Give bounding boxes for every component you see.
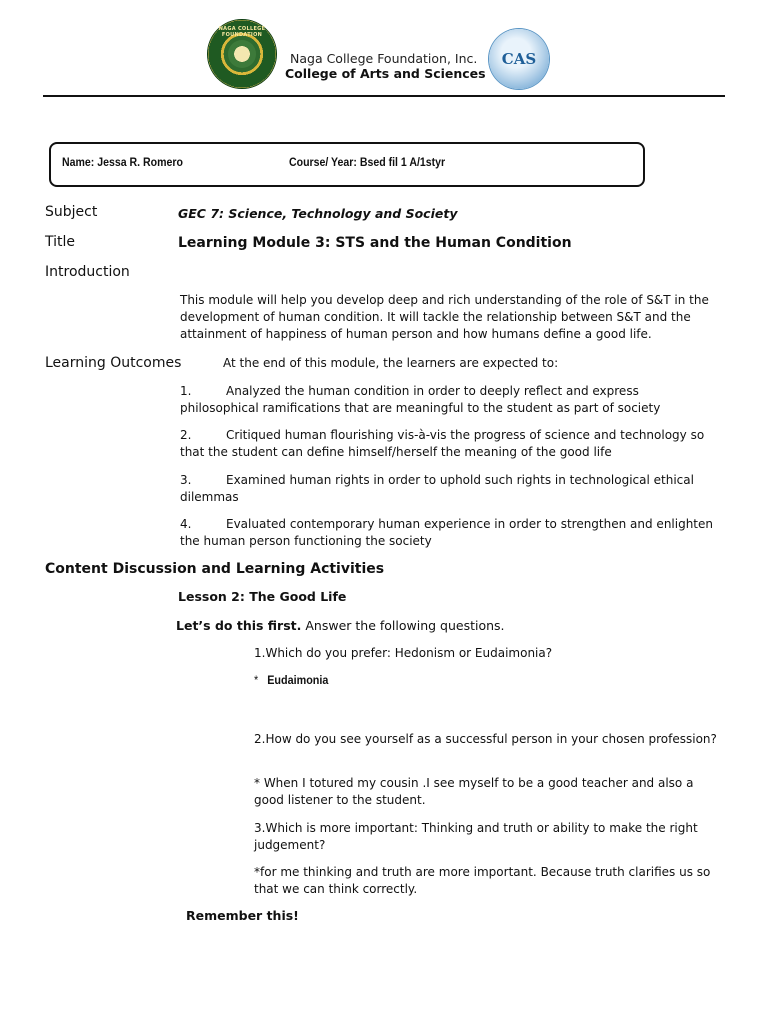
outcome-number: 3. [180, 473, 192, 487]
question-2: 2.How do you see yourself as a successful person in your chosen profession? [254, 732, 717, 746]
outcome-number: 1. [180, 384, 192, 398]
cas-logo [489, 29, 549, 89]
introduction-text: This module will help you develop deep and rich understanding of the role of S&T in the development of human condition. It will tackle the relationship between S&T and the attainment of happiness of human person and how humans define a good life. [180, 293, 709, 341]
lesson-title: Lesson 2: The Good Life [178, 589, 347, 604]
outcome-item [180, 472, 720, 506]
student-name: Name: Jessa R. Romero [62, 155, 183, 169]
answer-2: * When I totured my cousin .I see myself to be a good teacher and also a good listener to the student. [254, 776, 694, 807]
cas-logo-monogram: CAS [501, 50, 537, 68]
outcome-item [180, 516, 720, 550]
outcome-item [180, 383, 720, 417]
header-divider [43, 95, 725, 97]
seal-ring-text: NAGA COLLEGE FOUNDATION [218, 26, 266, 38]
org-name: Naga College Foundation, Inc. [290, 51, 478, 66]
content-heading: Content Discussion and Learning Activities [45, 561, 385, 577]
subject-value: GEC 7: Science, Technology and Society [178, 206, 458, 221]
outcome-item [180, 427, 720, 461]
module-title: Learning Module 3: STS and the Human Condition [178, 235, 572, 251]
outcome-number: 2. [180, 428, 192, 442]
outcome-text: Examined human rights in order to uphold such rights in technological ethical dilemmas [180, 473, 694, 504]
remember-this: Remember this! [186, 908, 299, 923]
lets-bold: Let’s do this first. [176, 618, 302, 633]
lets-rest: Answer the following questions. [301, 618, 505, 633]
outcome-text: Evaluated contemporary human experience in order to strengthen and enlighten the human person functioning the society [180, 517, 714, 548]
introduction-label: Introduction [45, 264, 130, 280]
answer-bullet: * [254, 673, 259, 687]
outcome-number: 4. [180, 517, 192, 531]
lets-do-this-first [176, 618, 505, 633]
college-name: College of Arts and Sciences [285, 66, 486, 81]
question-1: 1.Which do you prefer: Hedonism or Eudaimonia? [254, 646, 553, 660]
learning-outcomes-lead: At the end of this module, the learners are expected to: [223, 356, 559, 370]
question-3: 3.Which is more important: Thinking and truth or ability to make the right judgement? [254, 821, 698, 852]
seal-center [228, 40, 256, 68]
learning-outcomes-label: Learning Outcomes [45, 355, 182, 371]
answer-1 [254, 673, 328, 687]
title-label: Title [45, 234, 76, 250]
answer-1-text: Eudaimonia [267, 673, 329, 687]
outcome-text: Critiqued human flourishing vis-à-vis the progress of science and technology so that the student can define himself/herself the meaning of the good life [180, 428, 705, 459]
naga-college-seal-logo [208, 20, 276, 88]
outcome-text: Analyzed the human condition in order to deeply reflect and express philosophical ramifications that are meaningful to the student as part of society [180, 384, 661, 415]
answer-3: *for me thinking and truth are more important. Because truth clarifies us so that we can think correctly. [254, 865, 711, 896]
student-course-year: Course/ Year: Bsed fil 1 A/1styr [289, 155, 446, 169]
subject-label: Subject [45, 204, 98, 220]
